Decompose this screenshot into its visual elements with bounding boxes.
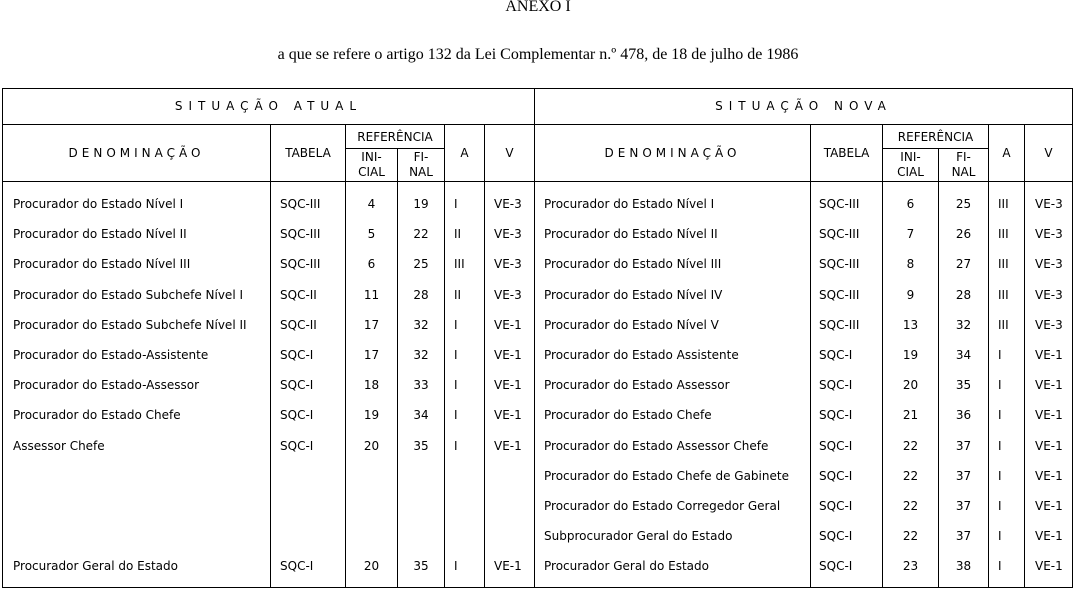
cell-r-tab: SQC-I bbox=[819, 439, 853, 453]
cell-r-a: I bbox=[998, 559, 1002, 573]
cell-l-fin: 25 bbox=[413, 257, 429, 271]
group-divider bbox=[534, 89, 535, 587]
cell-l-v: VE-3 bbox=[494, 197, 522, 211]
cell-r-v: VE-1 bbox=[1035, 348, 1063, 362]
cell-r-name: Procurador do Estado Nível III bbox=[544, 257, 722, 271]
cell-l-ini: 6 bbox=[367, 257, 376, 271]
cell-l-tab: SQC-I bbox=[280, 378, 314, 392]
header-final-1: FI- bbox=[413, 150, 429, 164]
cell-l-a: I bbox=[454, 197, 458, 211]
cell-l-name: Procurador do Estado Nível II bbox=[13, 227, 187, 241]
cell-l-a: III bbox=[454, 257, 465, 271]
cell-l-v: VE-1 bbox=[494, 348, 522, 362]
cell-r-tab: SQC-I bbox=[819, 499, 853, 513]
row-line bbox=[3, 124, 1072, 125]
ref-line bbox=[882, 148, 988, 149]
cell-l-fin: 34 bbox=[413, 408, 429, 422]
cell-r-v: VE-1 bbox=[1035, 499, 1063, 513]
cell-l-name: Procurador do Estado Chefe bbox=[13, 408, 181, 422]
cell-r-fin: 36 bbox=[955, 408, 972, 422]
group-header-atual: SITUAÇÃO ATUAL bbox=[174, 99, 363, 113]
cell-l-ini: 17 bbox=[363, 318, 380, 332]
cell-r-ini: 20 bbox=[902, 378, 919, 392]
cell-l-v: VE-1 bbox=[494, 318, 522, 332]
header-a: A bbox=[460, 146, 469, 160]
cell-r-fin: 37 bbox=[955, 499, 972, 513]
cell-r-tab: SQC-I bbox=[819, 348, 853, 362]
cell-r-name: Procurador do Estado Nível I bbox=[544, 197, 715, 211]
header-inicial-1: INI- bbox=[900, 150, 921, 164]
annex-title: ANEXO I bbox=[505, 0, 571, 15]
cell-l-fin: 35 bbox=[413, 439, 429, 453]
cell-r-a: III bbox=[998, 257, 1009, 271]
cell-r-tab: SQC-III bbox=[819, 288, 860, 302]
cell-r-ini: 13 bbox=[902, 318, 919, 332]
cell-r-fin: 34 bbox=[955, 348, 972, 362]
header-denominacao: DENOMINAÇÃO bbox=[68, 146, 205, 160]
cell-l-v: VE-3 bbox=[494, 257, 522, 271]
header-inicial-2: CIAL bbox=[897, 165, 924, 179]
header-inicial-1: INI- bbox=[361, 150, 382, 164]
cell-l-ini: 4 bbox=[367, 197, 376, 211]
cell-l-tab: SQC-II bbox=[280, 288, 317, 302]
cell-r-v: VE-1 bbox=[1035, 378, 1063, 392]
cell-l-fin: 32 bbox=[413, 348, 429, 362]
cell-r-a: I bbox=[998, 408, 1002, 422]
cell-r-v: VE-3 bbox=[1035, 197, 1063, 211]
annex-subtitle: a que se refere o artigo 132 da Lei Complementar n.º 478, de 18 de julho de 1986 bbox=[277, 46, 799, 63]
col-line bbox=[270, 125, 271, 587]
cell-l-tab: SQC-I bbox=[280, 408, 314, 422]
cell-r-a: I bbox=[998, 439, 1002, 453]
cell-r-tab: SQC-I bbox=[819, 559, 853, 573]
cell-l-tab: SQC-I bbox=[280, 439, 314, 453]
cell-r-fin: 37 bbox=[955, 439, 972, 453]
cell-l-tab: SQC-III bbox=[280, 197, 321, 211]
header-referencia: REFERÊNCIA bbox=[897, 130, 974, 144]
cell-r-v: VE-3 bbox=[1035, 318, 1063, 332]
col-line bbox=[988, 125, 989, 587]
positions-table bbox=[2, 88, 1073, 588]
cell-r-name: Procurador do Estado Nível V bbox=[544, 318, 719, 332]
cell-r-fin: 37 bbox=[955, 529, 972, 543]
cell-l-a: II bbox=[454, 288, 462, 302]
cell-r-ini: 9 bbox=[906, 288, 915, 302]
cell-r-ini: 22 bbox=[902, 439, 919, 453]
cell-r-name: Procurador do Estado Chefe de Gabinete bbox=[544, 469, 789, 483]
cell-r-a: I bbox=[998, 529, 1002, 543]
cell-r-tab: SQC-III bbox=[819, 257, 860, 271]
cell-r-name: Procurador do Estado Nível IV bbox=[544, 288, 723, 302]
cell-r-fin: 35 bbox=[955, 378, 972, 392]
cell-r-tab: SQC-III bbox=[819, 227, 860, 241]
cell-r-name: Subprocurador Geral do Estado bbox=[544, 529, 733, 543]
cell-l-fin: 33 bbox=[413, 378, 429, 392]
cell-l-fin: 22 bbox=[413, 227, 429, 241]
cell-l-fin: 28 bbox=[413, 288, 429, 302]
cell-l-v: VE-1 bbox=[494, 408, 522, 422]
cell-r-name: Procurador do Estado Nível II bbox=[544, 227, 718, 241]
group-header-nova: SITUAÇÃO NOVA bbox=[715, 99, 892, 113]
cell-r-name: Procurador do Estado Chefe bbox=[544, 408, 712, 422]
cell-r-v: VE-1 bbox=[1035, 469, 1063, 483]
cell-l-a: I bbox=[454, 378, 458, 392]
cell-l-v: VE-1 bbox=[494, 439, 522, 453]
cell-l-name: Assessor Chefe bbox=[13, 439, 105, 453]
cell-r-ini: 19 bbox=[902, 348, 919, 362]
header-v: V bbox=[505, 146, 514, 160]
header-inicial-2: CIAL bbox=[358, 165, 385, 179]
cell-r-fin: 27 bbox=[955, 257, 972, 271]
cell-l-ini: 17 bbox=[363, 348, 380, 362]
col-line bbox=[397, 149, 398, 587]
col-line bbox=[938, 149, 939, 587]
cell-r-fin: 28 bbox=[955, 288, 972, 302]
header-a: A bbox=[1002, 146, 1011, 160]
cell-r-a: I bbox=[998, 499, 1002, 513]
cell-r-v: VE-1 bbox=[1035, 439, 1063, 453]
cell-r-v: VE-1 bbox=[1035, 529, 1063, 543]
cell-l-v: VE-3 bbox=[494, 227, 522, 241]
cell-l-tab: SQC-I bbox=[280, 348, 314, 362]
cell-r-a: I bbox=[998, 348, 1002, 362]
cell-r-name: Procurador Geral do Estado bbox=[544, 559, 709, 573]
cell-r-a: III bbox=[998, 318, 1009, 332]
cell-r-ini: 23 bbox=[902, 559, 919, 573]
cell-r-tab: SQC-I bbox=[819, 469, 853, 483]
cell-l-v: VE-3 bbox=[494, 288, 522, 302]
cell-l-fin: 32 bbox=[413, 318, 429, 332]
cell-r-tab: SQC-I bbox=[819, 378, 853, 392]
cell-l-name: Procurador do Estado Nível I bbox=[13, 197, 184, 211]
header-denominacao: DENOMINAÇÃO bbox=[604, 146, 741, 160]
cell-l-ini: 18 bbox=[363, 378, 380, 392]
cell-l-a: I bbox=[454, 318, 458, 332]
cell-l-name: Procurador Geral do Estado bbox=[13, 559, 178, 573]
cell-r-v: VE-3 bbox=[1035, 288, 1063, 302]
cell-r-fin: 25 bbox=[955, 197, 972, 211]
cell-l-ini: 11 bbox=[363, 288, 380, 302]
cell-r-ini: 8 bbox=[906, 257, 915, 271]
cell-l-tab: SQC-III bbox=[280, 257, 321, 271]
col-line bbox=[810, 125, 811, 587]
cell-r-fin: 32 bbox=[955, 318, 972, 332]
cell-r-v: VE-3 bbox=[1035, 227, 1063, 241]
cell-r-tab: SQC-I bbox=[819, 408, 853, 422]
cell-l-fin: 19 bbox=[413, 197, 429, 211]
cell-r-a: I bbox=[998, 469, 1002, 483]
cell-l-a: I bbox=[454, 559, 458, 573]
cell-r-tab: SQC-III bbox=[819, 318, 860, 332]
cell-l-name: Procurador do Estado Nível III bbox=[13, 257, 191, 271]
cell-l-tab: SQC-II bbox=[280, 318, 317, 332]
cell-r-a: I bbox=[998, 378, 1002, 392]
cell-r-ini: 6 bbox=[906, 197, 915, 211]
cell-r-fin: 37 bbox=[955, 469, 972, 483]
cell-l-ini: 5 bbox=[367, 227, 376, 241]
cell-r-tab: SQC-III bbox=[819, 197, 860, 211]
ref-line bbox=[345, 148, 444, 149]
cell-r-tab: SQC-I bbox=[819, 529, 853, 543]
cell-r-ini: 22 bbox=[902, 469, 919, 483]
header-final-1: FI- bbox=[956, 150, 971, 164]
cell-r-a: III bbox=[998, 197, 1009, 211]
cell-l-name: Procurador do Estado Subchefe Nível II bbox=[13, 318, 247, 332]
cell-l-ini: 20 bbox=[363, 559, 380, 573]
cell-l-v: VE-1 bbox=[494, 559, 522, 573]
col-line bbox=[1024, 125, 1025, 587]
cell-r-ini: 21 bbox=[902, 408, 919, 422]
header-v: V bbox=[1044, 146, 1053, 160]
col-line bbox=[484, 125, 485, 587]
cell-r-name: Procurador do Estado Corregedor Geral bbox=[544, 499, 781, 513]
cell-r-ini: 22 bbox=[902, 529, 919, 543]
col-line bbox=[444, 125, 445, 587]
header-tabela: TABELA bbox=[285, 146, 331, 160]
cell-r-v: VE-1 bbox=[1035, 559, 1063, 573]
cell-l-tab: SQC-III bbox=[280, 227, 321, 241]
header-tabela: TABELA bbox=[823, 146, 870, 160]
cell-r-v: VE-1 bbox=[1035, 408, 1063, 422]
header-final-2: NAL bbox=[409, 165, 433, 179]
cell-r-name: Procurador do Estado Assessor Chefe bbox=[544, 439, 769, 453]
row-line bbox=[3, 181, 1072, 182]
cell-r-a: III bbox=[998, 288, 1009, 302]
cell-l-name: Procurador do Estado-Assistente bbox=[13, 348, 209, 362]
cell-r-ini: 22 bbox=[902, 499, 919, 513]
cell-r-a: III bbox=[998, 227, 1009, 241]
cell-l-v: VE-1 bbox=[494, 378, 522, 392]
cell-r-fin: 26 bbox=[955, 227, 972, 241]
cell-r-fin: 38 bbox=[955, 559, 972, 573]
cell-r-v: VE-3 bbox=[1035, 257, 1063, 271]
header-referencia: REFERÊNCIA bbox=[357, 130, 433, 144]
cell-l-a: I bbox=[454, 348, 458, 362]
cell-l-name: Procurador do Estado-Assessor bbox=[13, 378, 200, 392]
cell-r-name: Procurador do Estado Assessor bbox=[544, 378, 730, 392]
cell-l-name: Procurador do Estado Subchefe Nível I bbox=[13, 288, 244, 302]
cell-l-ini: 19 bbox=[363, 408, 380, 422]
header-final-2: NAL bbox=[951, 165, 976, 179]
cell-l-a: I bbox=[454, 439, 458, 453]
cell-l-fin: 35 bbox=[413, 559, 429, 573]
cell-l-a: II bbox=[454, 227, 462, 241]
cell-l-ini: 20 bbox=[363, 439, 380, 453]
cell-r-ini: 7 bbox=[906, 227, 915, 241]
cell-l-a: I bbox=[454, 408, 458, 422]
cell-r-name: Procurador do Estado Assistente bbox=[544, 348, 739, 362]
cell-l-tab: SQC-I bbox=[280, 559, 314, 573]
